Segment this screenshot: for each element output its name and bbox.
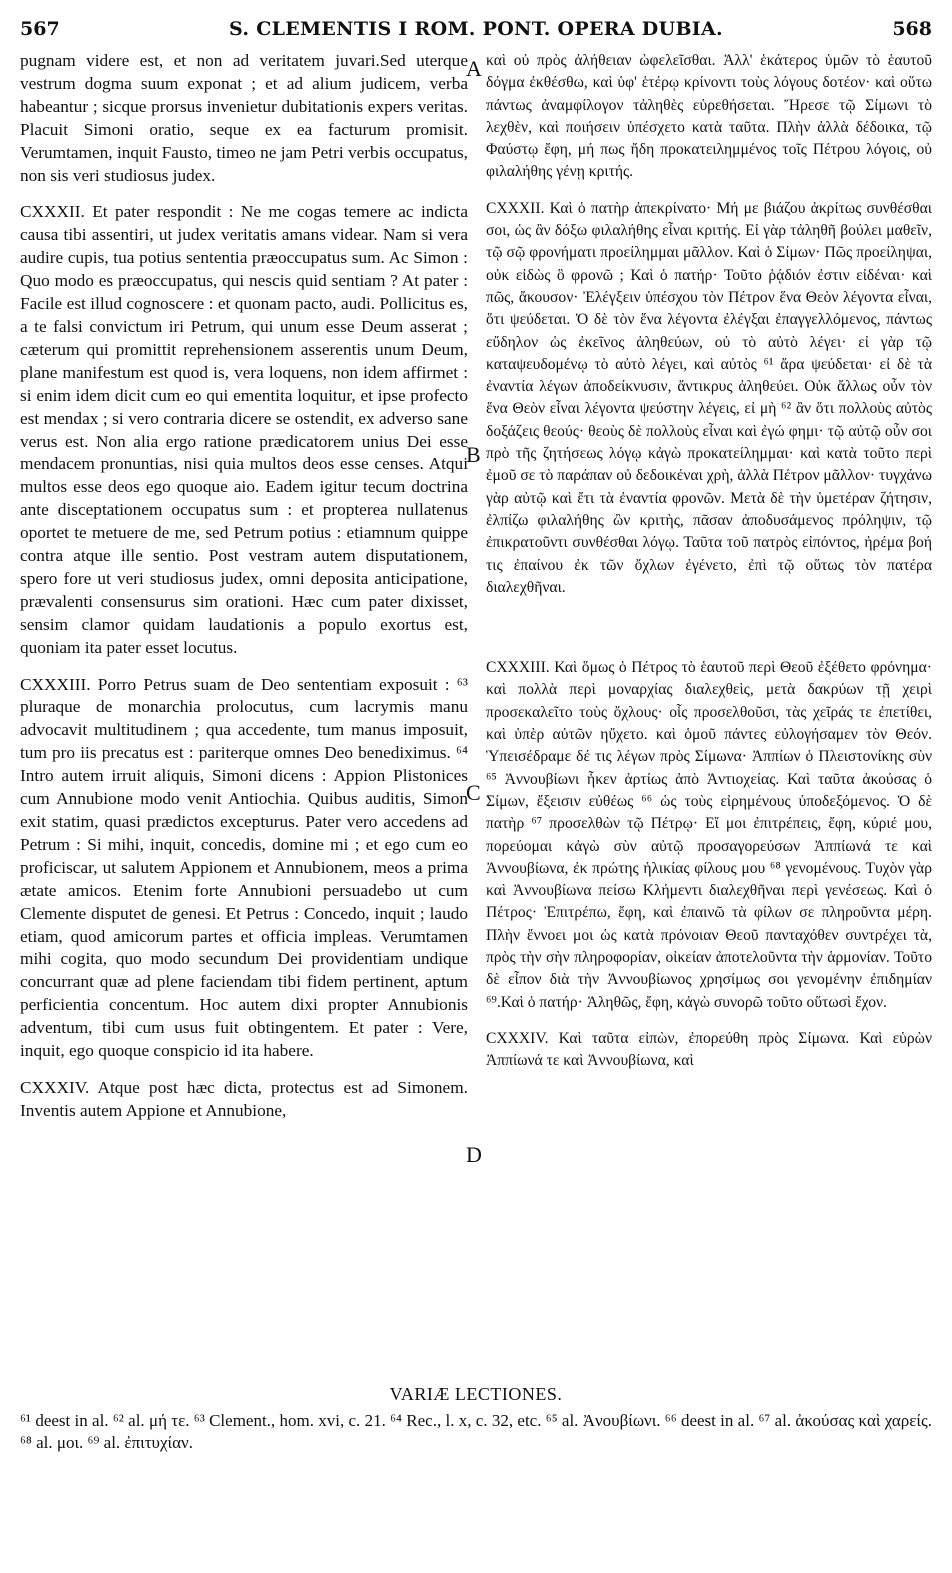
running-title: S. CLEMENTIS I ROM. PONT. OPERA DUBIA.	[229, 18, 723, 40]
left-page-number: 567	[20, 18, 60, 40]
greek-column	[486, 50, 932, 1375]
latin-paragraph-intro: pugnam videre est, et non ad veritatem juvari.Sed uterque vestrum dogma suum exponat ; et ad alium judicem, verba habeantur ; sicque prorsus invenietur dubitationis expers veritas. Placuit Simoni oratio, seque ex ea facturum promisit. Verumtamen, inquit Fausto, timeo ne jam Petri verbis occupatus, non sis veri studiosus judex.	[20, 51, 468, 185]
page-header	[20, 8, 932, 44]
latin-paragraph-cxxxiii: CXXXIII. Porro Petrus suam de Deo sententiam exposuit : ⁶³ pluraque de monarchia prolocutus, cum lacrymis manu advocavit multitudinem ; qua accedente, tum manus imposuit, tum pro iis precatus est : pariterque omnes Deo benediximus. ⁶⁴ Intro autem irruit aliquis, Simoni dicens : Appion Plistonices cum Annubione modo venit Antiochia. Quibus auditis, Simon exit statim, quasi prædictos excepturus. Pater vero accedens ad Petrum : Si mihi, inquit, concedis, domine mi ; et ego cum eo proficiscar, ut salutem Appionem et Annubionem, meos a prima ætate amicos. Etenim forte Annubioni persuadebo ut cum Clemente disputet de genesi. Et Petrus : Concedo, inquit ; laudo etiam, quod amicorum partes et officia impleas. Verumtamen mihi cogita, quo modo secundum Dei providentiam undique concurrant quæ ad plene faciendam tibi fidem pertinent, aptum perficientia concentum. Hoc autem dixi propter Annubionis adventum, tibi cum usus fuit obtingentem. Et pater : Vere, inquit, ego quoque conspicio id ita habere.	[20, 674, 468, 1061]
greek-paragraph-cxxxiii: CXXXIII. Καὶ ὅμως ὁ Πέτρος τὸ ἑαυτοῦ περὶ Θεοῦ ἐξέθετο φρόνημα· καὶ πολλὰ περὶ μοναρχίας διαλεχθεὶς, μετὰ δακρύων τῇ χειρὶ προσεκαλεῖτο τοὺς ὄχλους· οἷς προσελθοῦσι, τὰς χεῖράς τε ἐπετίθει, καὶ ὑπὲρ αὐτῶν ηὔχετο. καὶ ὁμοῦ πάντες εὐλογήσαμεν τὸν Θεόν. Ὑπεισέδραμε δέ τις λέγων πρὸς Σίμωνα· Ἀππίων ὁ Πλειστονίκης σὺν ⁶⁵ Ἀννουβίωνι ἧκεν ἀρτίως ἀπὸ Ἀντιοχείας. Καὶ ταῦτα ἀκούσας ὁ Σίμων, ἔξεισιν εὐθέως ⁶⁶ ὡς τοὺς εἰρημένους ὑποδεξόμενος. Ὁ δὲ πατὴρ ⁶⁷ προσελθὼν τῷ Πέτρῳ· Εἴ μοι ἐπιτρέπεις, ἔφη, κύριέ μου, πορεύομαι κἀγὼ σὺν αὐτῷ προσαγορεύσων Ἀππίωνά τε καὶ Ἀννουβίωνα, ἐκ πρώτης ἡλικίας φίλους μου ⁶⁸ γενομένους. Τυχὸν γὰρ καὶ Ἀννουβίωνα πείσω Κλήμεντι διαλεχθῆναι περὶ γενέσεως. Καὶ ὁ Πέτρος· Ἐπιτρέπω, ἔφη, καὶ ἐπαινῶ τὰ φίλων σε πληροῦντα μέρη. Πλὴν ἔννοει μοι ὡς κατὰ πρόνοιαν Θεοῦ πανταχόθεν συντρέχει τὰ, πρὸς τὴν σὴν πληροφορίαν, οἰκείαν ἀποτελοῦντα τὴν ἁρμονίαν. Τοῦτο δὲ εἶπον διὰ τὴν Ἀννουβίωνος χρησίμως σοι γενομένην ἐπιδημίαν ⁶⁹.Καὶ ὁ πατήρ· Ἀληθῶς, ἔφη, κἀγὼ συνορῶ τοῦτο οὕτωσὶ ἔχον.	[486, 659, 932, 1011]
variae-lectiones-title: VARIÆ LECTIONES.	[389, 1384, 563, 1404]
greek-paragraph-cxxxii: CXXXII. Καὶ ὁ πατὴρ ἀπεκρίνατο· Μή με βιάζου ἀκρίτως συνθέσθαι σοι, ὡς ἂν δόξω φιλαλήθης εἶναι κριτής. Εἰ γὰρ τἀληθῆ βούλει μαθεῖν, τῷ σῷ φρονήματι προείλημμαι μᾶλλον. Καὶ ὁ Σίμων· Πῶς προείληψαι, οὐκ εἰδὼς ὃ φρονῶ ; Καὶ ὁ πατήρ· Τοῦτο ῥᾴδιόν ἐστιν εἰδέναι· καὶ πῶς, ἄκουσον· Ἐλέγξειν ὑπέσχου τὸν Πέτρον ἕνα Θεὸν λέγοντα εἶναι, ὅτι ψεύδεται. Ὁ δὲ τὸν ἕνα λέγοντα ἐλέγξαι ἐπαγγελλόμενος, πάντως εὔδηλον ὡς ἐκεῖνος ἀληθεύων, οὐ τὸ αὐτὸ λέγει· εἰ γὰρ τῷ καταψευδομένῳ τὸ αὐτὸ λέγει, καὶ αὐτὸς ⁶¹ ἄρα ψεύδεται· εἰ δὲ τὰ ἐναντία λέγων ἀποδείκνυσιν, ἄντικρυς ἀληθεύει. Οὐκ ἄλλως οὖν τὸν ἕνα Θεὸν εἶναι λέγοντα ψεύστην λέγεις, εἰ μὴ ⁶² ἂν ὅτι πολλοὺς αὐτὸς δοξάζεις θεούς· θεοὺς δὲ πολλοὺς εἶναι καὶ ἐγώ φημι· τῷ αὐτῷ οὖν σοι πρὸ τῆς ζητήσεως λόγῳ κἀγὼ προκατείλημμαι· καὶ κατὰ τοῦτο περὶ ἐμοῦ σε τὸ παράπαν οὐ δεδοικέναι χρὴ, ἀλλὰ Πέτρον μᾶλλον· τυγχάνω γὰρ αὐτῷ καὶ ἔτι τὰ ἐναντία φρονῶν. Μετὰ δὲ τὴν ὑμετέραν ζήτησιν, ἐλπίζω φιλαλήθης ὢν κριτὴς, πᾶσαν ἀποδυσάμενος πρόληψιν, τῷ ἐπικρατοῦντι συνθέσθαι λόγῳ. Ταῦτα τοῦ πατρὸς εἰπόντος, ἠρέμα βοή τις ἐπαίνου ἐκ τῶν ὄχλων ἐγένετο, ἐπὶ τῷ οὕτως τὸν πατέρα διαλεχθῆναι.	[486, 199, 932, 596]
variae-lectiones-notes: ⁶¹ deest in al. ⁶² al. μή τε. ⁶³ Clement., hom. xvi, c. 21. ⁶⁴ Rec., l. x, c. 32, etc. ⁶⁵ al. Ἀνουβίωνι. ⁶⁶ deest in al. ⁶⁷ al. ἀκούσας καὶ χαρείς. ⁶⁸ al. μοι. ⁶⁹ al. ἐπιτυχίαν.	[20, 1411, 932, 1453]
latin-column	[20, 50, 468, 1375]
section-marker-b: B	[466, 442, 481, 467]
latin-paragraph-cxxxiv: CXXXIV. Atque post hæc dicta, protectus est ad Simonem. Inventis autem Appione et Annubione,	[20, 1077, 468, 1120]
greek-paragraph-intro: καὶ οὐ πρὸς ἀλήθειαν ὠφελεῖσθαι. Ἀλλ' ἑκάτερος ὑμῶν τὸ ἑαυτοῦ δόγμα ἐκθέσθω, καὶ ὑφ' ἑτέρῳ κρίνοντι τοὺς λόγους δοτέον· καὶ οὕτω πάντως ἀναμφίλογον τἀληθὲς εὑρεθήσεται. Ἤρεσε τῷ Σίμωνι τὸ λεχθὲν, καὶ ποιήσειν ὑπέσχετο κατὰ ταῦτα. Πλὴν ἀλλὰ δέδοικα, τῷ Φαύστῳ ἔφη, μή πως ἤδη προκατειλημμένος τοῖς Πέτρου λόγοις, οὐ φιλαλήθης γένῃ κριτής.	[486, 52, 932, 181]
right-page-number: 568	[892, 18, 932, 40]
section-marker-c: C	[466, 780, 481, 805]
latin-paragraph-cxxxii: CXXXII. Et pater respondit : Ne me cogas temere ac indicta causa tibi assentiri, ut judex veritatis amans videar. Nam si vera audire cupis, tua potius sententia præoccupatus sum. Ac Simon : Quo modo es præoccupatus, qui nescis quid sentiam ? At pater : Facile est illud cognoscere : et quonam pacto, audi. Pollicitus es, a te falsi convictum iri Petrum, qui unum esse Deum asserat ; cæterum qui promittit reprehensionem asserentis unum Deum, plane manifestum est quod is, vera loquens, non idem affirmet : si enim idem dicit cum eo qui ementita loquitur, et ipse profecto est mendax ; si vero contraria dicere se ostendit, ex adverso sane verus est. Non alia ergo ratione prædicatorem unius Dei esse mendacem pronuntias, nisi quia multos deos esse censes. Atqui multos esse deos ego quoque aio. Eadem igitur tecum doctrina ante disceptationem occupatus sum : et propterea nullatenus oportet te metuere de me, sed Petrum potius : etiamnum quippe contra atque ille sentio. Post vestram autem disputationem, spero fore ut veri studiosus judex, omni deposita anticipatione, prævalenti consensurus sim orationi. Hæc cum pater dixisset, sensim clamor quidam laudationis a populo exortus est, quoniam ita pater esset locutus.	[20, 202, 468, 657]
section-marker-a: A	[466, 56, 482, 81]
section-marker-d: D	[466, 1142, 482, 1167]
greek-paragraph-cxxxiv: CXXXIV. Καὶ ταῦτα εἰπὼν, ἐπορεύθη πρὸς Σίμωνα. Καὶ εὑρὼν Ἀππίωνά τε καὶ Ἀννουβίωνα, καὶ	[486, 1029, 932, 1070]
